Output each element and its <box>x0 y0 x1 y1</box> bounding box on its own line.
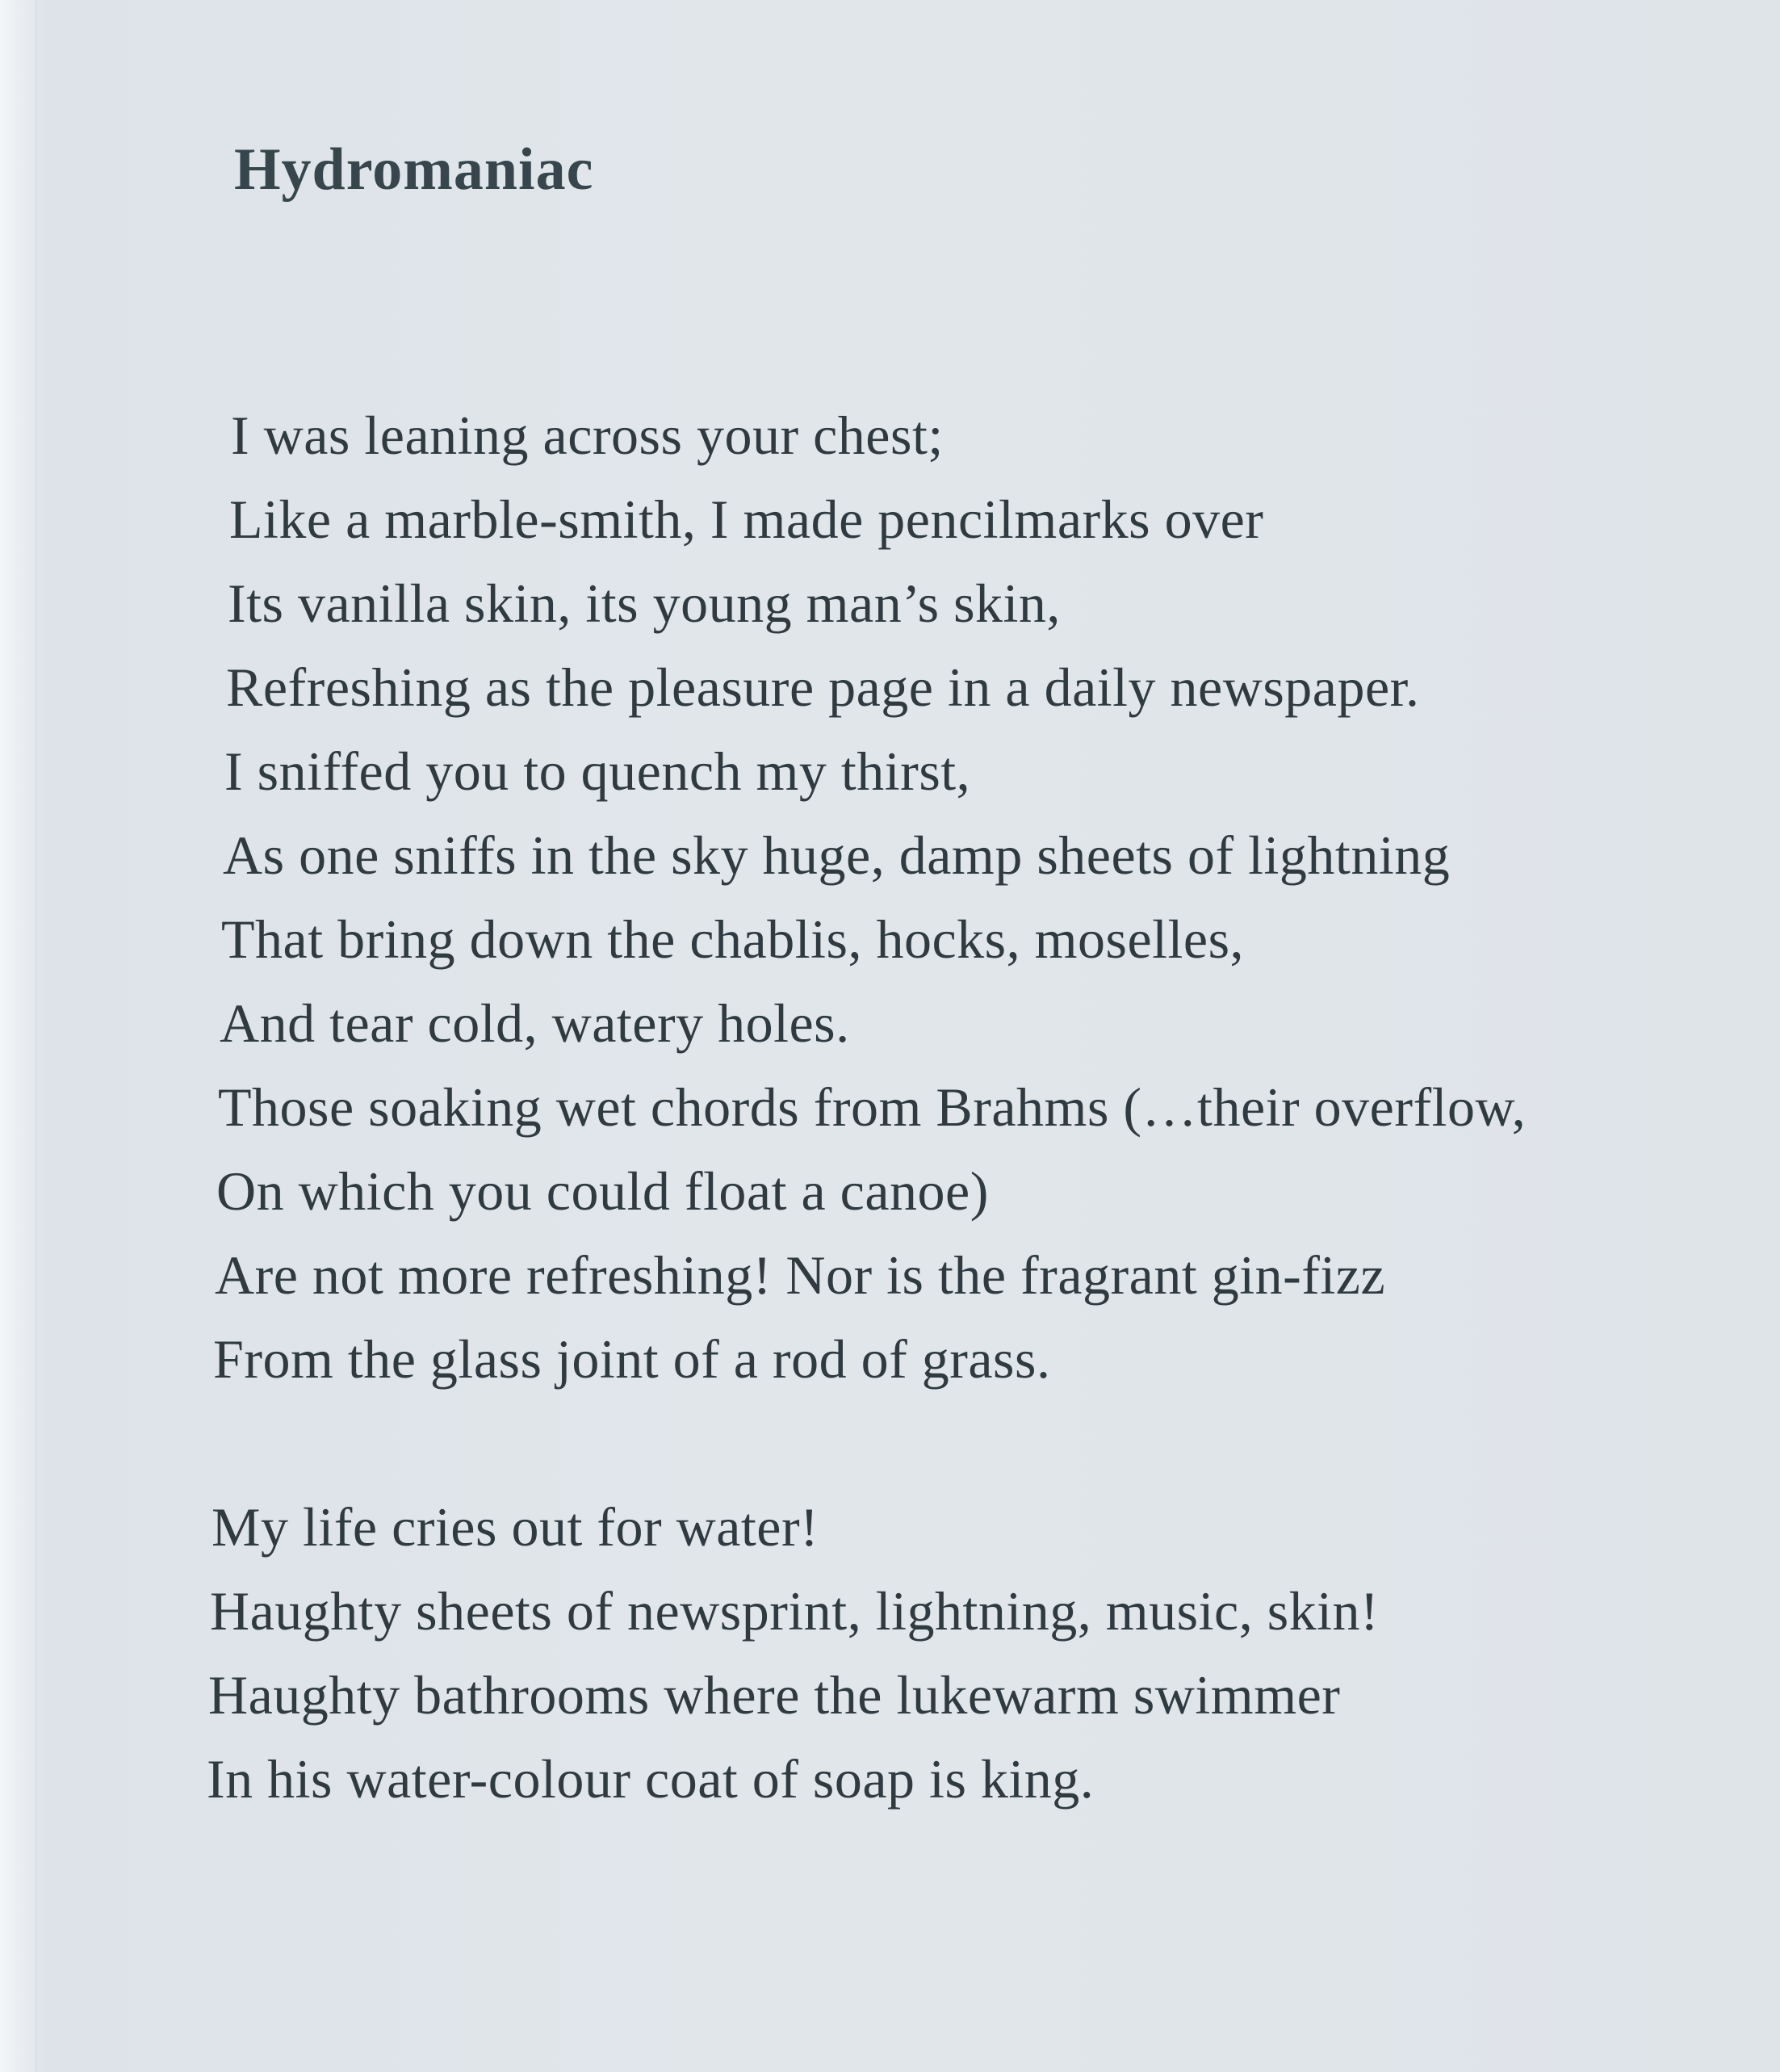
poem-line: I sniffed you to quench my thirst, <box>224 740 971 802</box>
poem-line: Refreshing as the pleasure page in a daily newspaper. <box>226 656 1420 718</box>
poem-line: My life cries out for water! <box>212 1496 819 1558</box>
poem-line: Haughty sheets of newsprint, lightning, music, skin! <box>210 1580 1380 1642</box>
poem-line: Haughty bathrooms where the lukewarm swimmer <box>208 1664 1341 1726</box>
page-gutter <box>0 0 36 2072</box>
poem-line: On which you could float a canoe) <box>216 1160 989 1222</box>
poem-line: And tear cold, watery holes. <box>220 992 850 1054</box>
poem-line: As one sniffs in the sky huge, damp sheets of lightning <box>223 824 1451 886</box>
poem-line: Those soaking wet chords from Brahms (…their overflow, <box>218 1076 1527 1138</box>
poem-line: From the glass joint of a rod of grass. <box>213 1328 1051 1390</box>
poem-line: I was leaning across your chest; <box>231 405 944 466</box>
poem-line: Are not more refreshing! Nor is the fragrant gin-fizz <box>215 1244 1386 1306</box>
poem-line: Like a marble-smith, I made pencilmarks over <box>229 489 1264 550</box>
poem-line: That bring down the chablis, hocks, moselles, <box>221 908 1245 970</box>
poem-line: In his water-colour coat of soap is king. <box>207 1748 1095 1810</box>
poem-line: Its vanilla skin, its young man’s skin, <box>228 573 1061 634</box>
poem-title: Hydromaniac <box>234 136 594 203</box>
